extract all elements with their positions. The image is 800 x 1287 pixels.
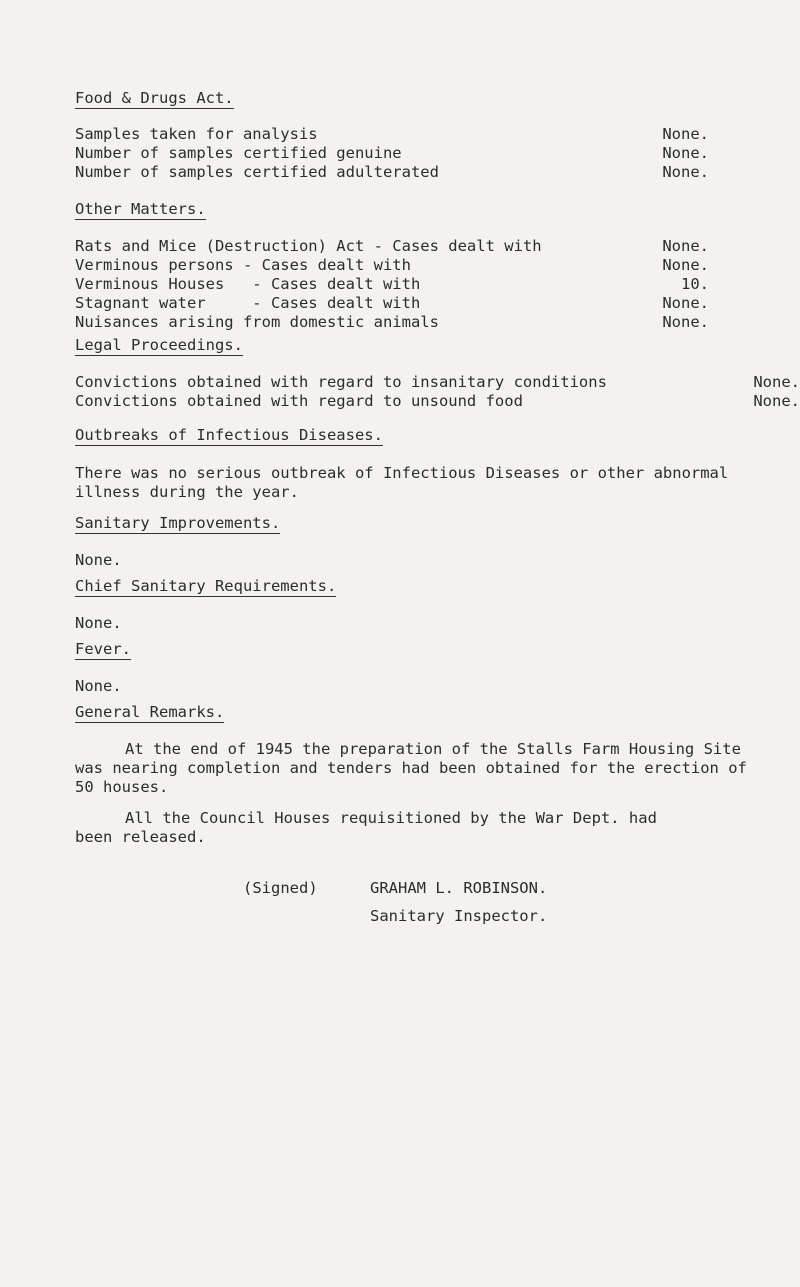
- chief-requirements-heading: Chief Sanitary Requirements.: [75, 577, 337, 595]
- fever-heading: Fever.: [75, 640, 131, 658]
- other-matters-row-1-value: None.: [662, 237, 709, 255]
- legal-row-2-value: None.: [753, 392, 800, 410]
- fever-text: None.: [75, 677, 122, 695]
- other-matters-row-3-value: 10.: [681, 275, 709, 293]
- signatory-name: GRAHAM L. ROBINSON.: [370, 879, 548, 897]
- other-matters-row-3-label: Verminous Houses - Cases dealt with: [75, 275, 421, 293]
- outbreaks-heading: Outbreaks of Infectious Diseases.: [75, 426, 383, 444]
- food-drugs-heading: Food & Drugs Act.: [75, 89, 234, 107]
- other-matters-row-2-value: None.: [662, 256, 709, 274]
- other-matters-row-1-label: Rats and Mice (Destruction) Act - Cases dealt with: [75, 237, 542, 255]
- food-drugs-row-1-value: None.: [662, 125, 709, 143]
- other-matters-heading: Other Matters.: [75, 200, 206, 218]
- chief-requirements-text: None.: [75, 614, 122, 632]
- other-matters-row-2-label: Verminous persons - Cases dealt with: [75, 256, 411, 274]
- legal-proceedings-heading: Legal Proceedings.: [75, 336, 243, 354]
- other-matters-row-4-value: None.: [662, 294, 709, 312]
- general-remarks-paragraph-2: All the Council Houses requisitioned by the War Dept. had been released.: [75, 809, 657, 846]
- other-matters-row-5-value: None.: [662, 313, 709, 331]
- other-matters-row-5-label: Nuisances arising from domestic animals: [75, 313, 439, 331]
- legal-row-2-label: Convictions obtained with regard to unsound food: [75, 392, 523, 410]
- signed-label: (Signed): [243, 879, 318, 897]
- food-drugs-row-1-label: Samples taken for analysis: [75, 125, 318, 143]
- outbreaks-text: There was no serious outbreak of Infectious Diseases or other abnormal illness during the year.: [75, 464, 729, 501]
- other-matters-row-4-label: Stagnant water - Cases dealt with: [75, 294, 421, 312]
- sanitary-improvements-heading: Sanitary Improvements.: [75, 514, 281, 532]
- general-remarks-paragraph-1: At the end of 1945 the preparation of the Stalls Farm Housing Site was nearing completion and tenders had been obtained for the erection of 50 houses.: [75, 740, 747, 796]
- food-drugs-row-3-label: Number of samples certified adulterated: [75, 163, 439, 181]
- food-drugs-row-3-value: None.: [662, 163, 709, 181]
- legal-row-1-label: Convictions obtained with regard to insanitary conditions: [75, 373, 607, 391]
- food-drugs-row-2-value: None.: [662, 144, 709, 162]
- signatory-title: Sanitary Inspector.: [370, 907, 548, 925]
- food-drugs-row-2-label: Number of samples certified genuine: [75, 144, 402, 162]
- legal-row-1-value: None.: [753, 373, 800, 391]
- general-remarks-heading: General Remarks.: [75, 703, 225, 721]
- sanitary-improvements-text: None.: [75, 551, 122, 569]
